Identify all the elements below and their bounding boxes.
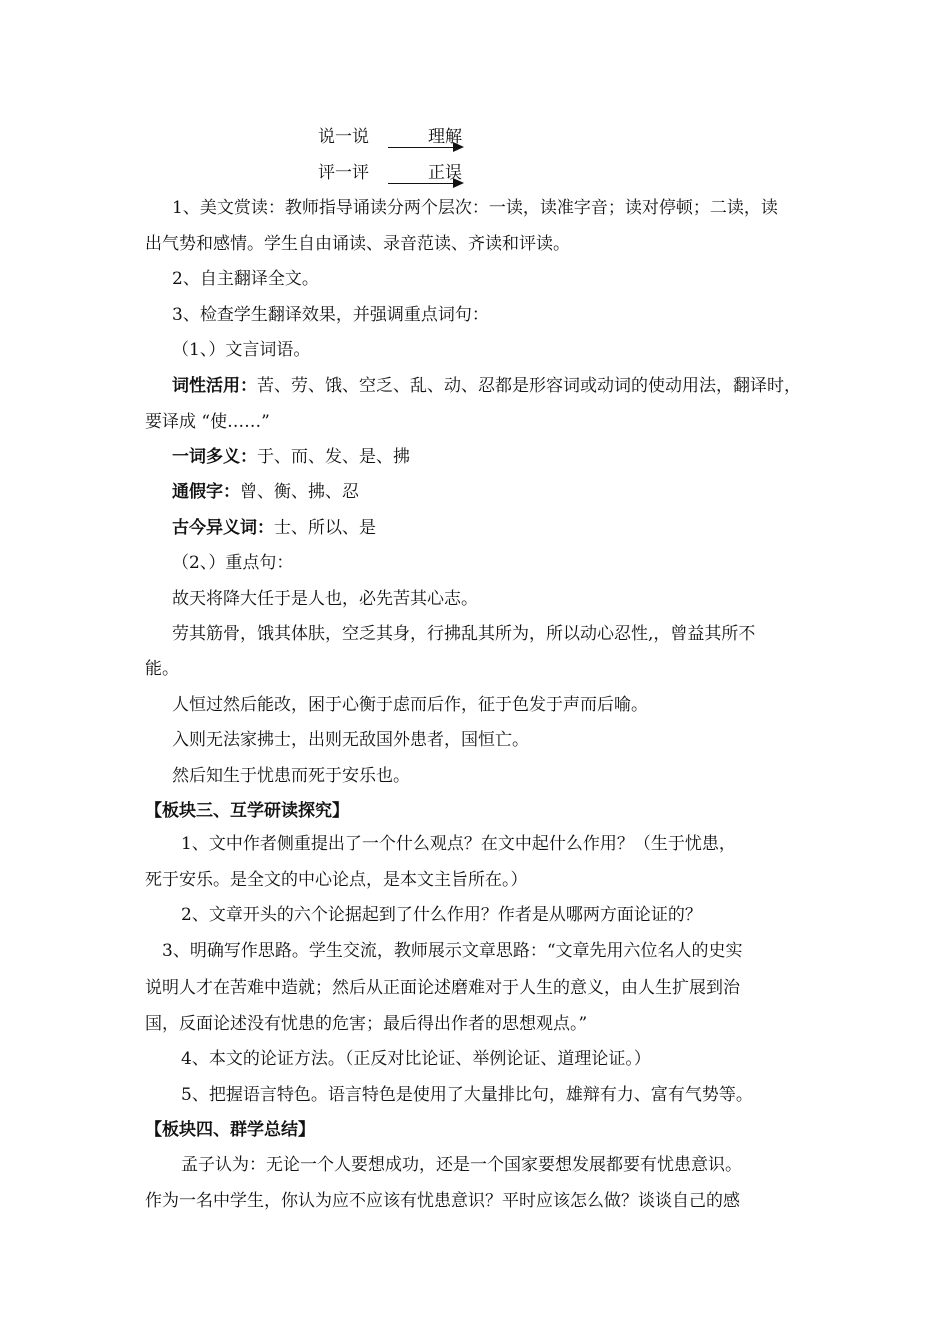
question-5: 5、把握语言特色。语言特色是使用了大量排比句，雄辩有力、富有气势等。	[181, 1085, 753, 1105]
tongjia-label: 通假字：	[172, 482, 240, 502]
sentence-1: 故天将降大任于是人也，必先苦其心志。	[172, 589, 478, 609]
question-2: 2、文章开头的六个论据起到了什么作用？作者是从哪两方面论证的？	[181, 905, 702, 925]
cixing-cont: 要译成 “使……”	[145, 412, 270, 432]
sentence-4: 入则无法家拂士，出则无敌国外患者，国恒亡。	[172, 730, 529, 750]
question-1-cont: 死于安乐。是全文的中心论点，是本文主旨所在。）	[145, 870, 528, 890]
cixing-label: 词性活用：	[172, 376, 257, 396]
para-1-cont: 出气势和感情。学生自由诵读、录音范读、齐读和评读。	[145, 234, 570, 254]
gujin-line	[172, 517, 376, 539]
cixing-line	[172, 375, 801, 397]
yici-line	[172, 446, 410, 468]
tongjia-text: 曾、衡、拂、忍	[240, 482, 359, 502]
conclusion-1: 孟子认为：无论一个人要想成功，还是一个国家要想发展都要有忧患意识。	[181, 1155, 742, 1175]
para-2: 2、自主翻译全文。	[172, 269, 319, 289]
gujin-label: 古今异义词：	[172, 518, 274, 538]
header-left-1: 说一说	[318, 127, 369, 147]
para-4: （1、）文言词语。	[172, 340, 311, 360]
sentence-5: 然后知生于忧患而死于安乐也。	[172, 766, 410, 786]
question-1: 1、文中作者侧重提出了一个什么观点？在文中起什么作用？（生于忧患，	[181, 834, 736, 854]
para-1: 1、美文赏读：教师指导诵读分两个层次：一读，读准字音；读对停顿；二读，读	[172, 198, 778, 218]
sentence-2: 劳其筋骨，饿其体肤，空乏其身，行拂乱其所为，所以动心忍性,，曾益其所不	[172, 624, 756, 644]
header-right-1: 理解	[428, 127, 462, 147]
yici-label: 一词多义：	[172, 447, 257, 467]
para-5: （2、）重点句：	[172, 553, 294, 573]
question-3-cont-1: 说明人才在苦难中造就；然后从正面论述磨难对于人生的意义，由人生扩展到治	[145, 978, 740, 998]
cixing-text: 苦、劳、饿、空乏、乱、动、忍都是形容词或动词的使动用法，翻译时，	[257, 376, 801, 396]
tongjia-line	[172, 481, 359, 503]
section-3-heading: 【板块三、互学研读探究】	[145, 801, 349, 821]
yici-text: 于、而、发、是、拂	[257, 447, 410, 467]
sentence-2-cont: 能。	[145, 659, 179, 679]
question-3: 3、明确写作思路。学生交流，教师展示文章思路：“文章先用六位名人的史实	[162, 941, 743, 961]
header-left-2: 评一评	[318, 163, 369, 183]
header-right-2: 正误	[428, 163, 462, 183]
sentence-3: 人恒过然后能改，困于心衡于虑而后作，征于色发于声而后喻。	[172, 695, 648, 715]
conclusion-2: 作为一名中学生，你认为应不应该有忧患意识？平时应该怎么做？谈谈自己的感	[145, 1191, 740, 1211]
question-3-cont-2: 国，反面论述没有忧患的危害；最后得出作者的思想观点。”	[145, 1014, 588, 1034]
section-4-heading: 【板块四、群学总结】	[145, 1120, 315, 1140]
question-4: 4、本文的论证方法。（正反对比论证、举例论证、道理论证。）	[181, 1049, 651, 1069]
para-3: 3、检查学生翻译效果，并强调重点词句：	[172, 305, 489, 325]
gujin-text: 士、所以、是	[274, 518, 376, 538]
